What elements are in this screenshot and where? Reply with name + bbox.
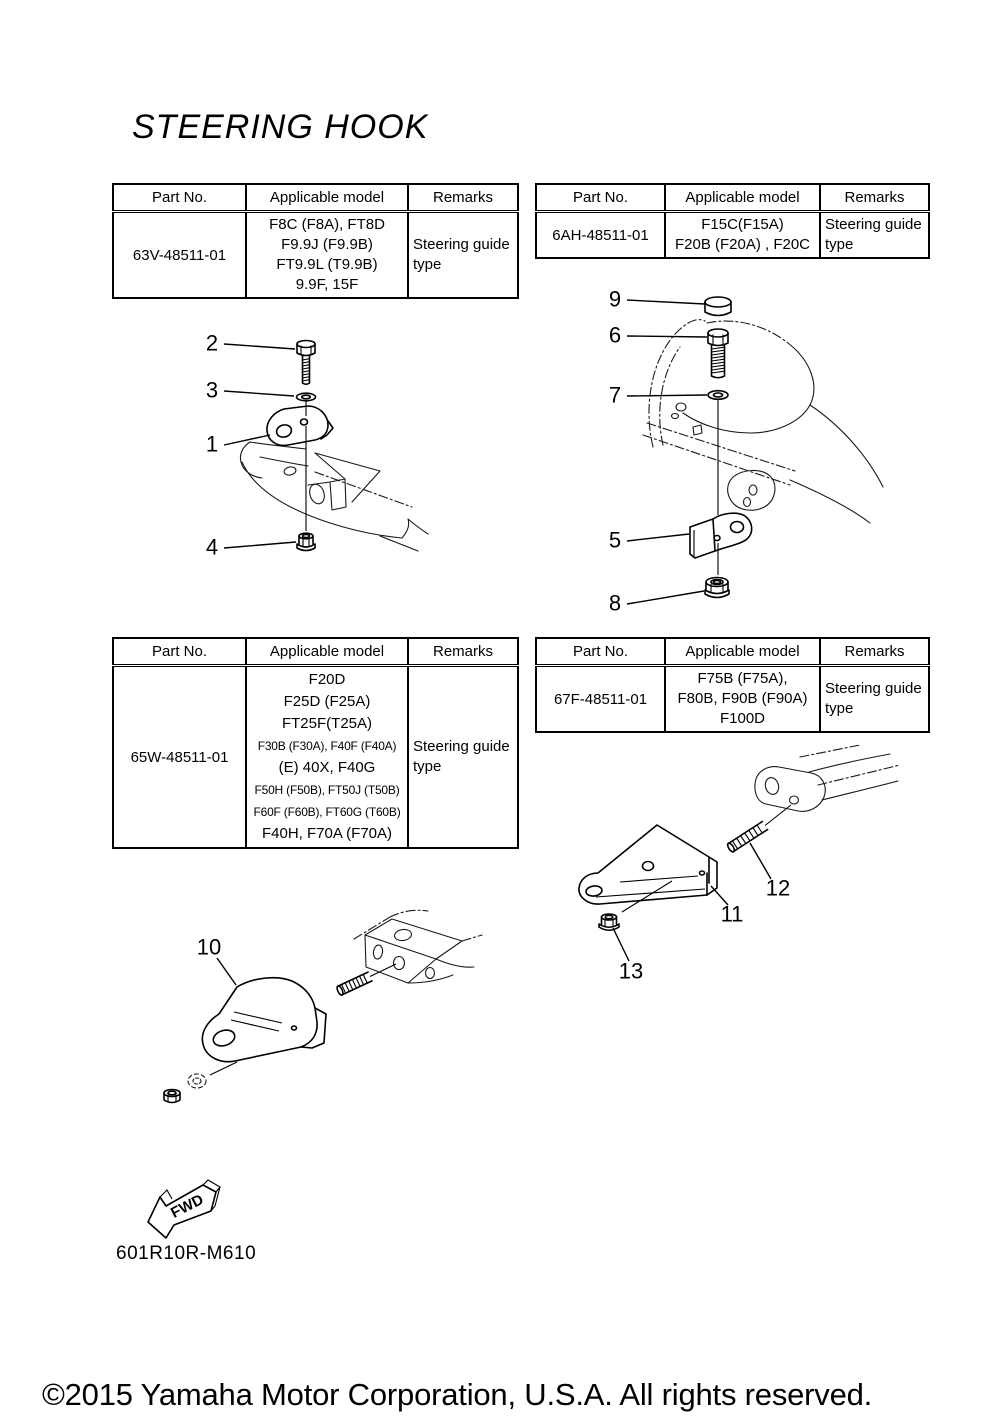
table-row	[536, 212, 929, 259]
remarks-header: Remarks	[820, 184, 929, 212]
remarks-header: Remarks	[408, 638, 518, 666]
callout-9: 9	[608, 286, 622, 312]
remarks-cell: Steering guide type	[408, 212, 518, 299]
copyright-footer: ©2015 Yamaha Motor Corporation, U.S.A. All rights reserved.	[42, 1377, 873, 1412]
part-nut	[297, 533, 315, 550]
part-nut	[164, 1090, 180, 1103]
part-washer	[708, 391, 728, 400]
exploded-diagram-63V	[180, 295, 480, 605]
steering-arm-sketch	[755, 745, 900, 811]
part-no-cell: 63V-48511-01	[113, 212, 246, 299]
part-steering-hook-plate	[690, 513, 752, 558]
table-row	[113, 212, 518, 299]
table-row	[113, 666, 518, 849]
callout-13: 13	[618, 958, 644, 984]
bracket-assembly-sketch	[643, 320, 883, 523]
part-nut	[705, 578, 729, 598]
stud-axis-line	[210, 1062, 237, 1075]
bracket-assembly-sketch	[240, 442, 428, 551]
applicable-model-header: Applicable model	[246, 184, 408, 212]
parts-table-63V	[112, 183, 519, 299]
applicable-model-header: Applicable model	[246, 638, 408, 666]
exploded-diagram-67F	[560, 745, 900, 995]
remarks-cell: Steering guide type	[820, 212, 929, 259]
parts-table-67F	[535, 637, 930, 733]
table-header-row	[536, 638, 929, 666]
page-title: STEERING HOOK	[132, 108, 429, 146]
remarks-header: Remarks	[820, 638, 929, 666]
applicable-model-cell: F20D F25D (F25A) FT25F(T25A) F30B (F30A), F40F (F40A) (E) 40X, F40G F50H (F50B), FT50J (T50B) F60F (F60B), FT60G (T60B) F40H, F70A (F70A)	[246, 666, 408, 849]
applicable-model-cell: F8C (F8A), FT8D F9.9J (F9.9B) FT9.9L (T9.9B) 9.9F, 15F	[246, 212, 408, 299]
parts-table-6AH	[535, 183, 930, 259]
applicable-model-header: Applicable model	[665, 638, 820, 666]
callout-10: 10	[196, 934, 222, 960]
part-washer	[297, 393, 316, 401]
callout-2: 2	[205, 330, 219, 356]
fwd-label: FWD	[168, 1191, 207, 1222]
callout-1: 1	[205, 431, 219, 457]
exploded-diagram-65W	[140, 895, 490, 1130]
part-steering-hook-bracket	[202, 978, 326, 1062]
part-no-cell: 6AH-48511-01	[536, 212, 665, 259]
remarks-header: Remarks	[408, 184, 518, 212]
stud-axis-line	[622, 881, 672, 912]
callout-11: 11	[720, 901, 744, 927]
applicable-model-cell: F15C(F15A) F20B (F20A) , F20C	[665, 212, 820, 259]
fwd-direction-icon	[138, 1178, 228, 1248]
part-no-header: Part No.	[113, 638, 246, 666]
callout-12: 12	[765, 875, 791, 901]
part-cap	[705, 297, 731, 316]
callout-4: 4	[205, 534, 219, 560]
part-bolt	[297, 341, 315, 385]
part-no-cell: 67F-48511-01	[536, 666, 665, 733]
callout-3: 3	[205, 377, 219, 403]
parts-table-65W	[112, 637, 519, 849]
applicable-model-cell: F75B (F75A), F80B, F90B (F90A) F100D	[665, 666, 820, 733]
leader-lines	[217, 958, 236, 985]
part-steering-hook-bracket	[579, 825, 717, 904]
remarks-cell: Steering guide type	[408, 666, 518, 849]
part-bolt	[708, 329, 728, 378]
callout-5: 5	[608, 527, 622, 553]
exploded-diagram-6AH	[595, 275, 915, 620]
remarks-cell: Steering guide type	[820, 666, 929, 733]
table-header-row	[536, 184, 929, 212]
table-header-row	[113, 184, 518, 212]
table-header-row	[113, 638, 518, 666]
applicable-model-header: Applicable model	[665, 184, 820, 212]
part-nut	[599, 914, 619, 930]
part-no-cell: 65W-48511-01	[113, 666, 246, 849]
callout-6: 6	[608, 322, 622, 348]
table-row	[536, 666, 929, 733]
callout-8: 8	[608, 590, 622, 616]
steering-arm-sketch	[354, 910, 482, 983]
part-threaded-stud	[336, 964, 396, 996]
part-no-header: Part No.	[113, 184, 246, 212]
part-no-header: Part No.	[536, 184, 665, 212]
part-threaded-stud	[726, 805, 791, 853]
part-washer	[188, 1074, 206, 1088]
part-no-header: Part No.	[536, 638, 665, 666]
callout-7: 7	[608, 382, 622, 408]
part-steering-hook-plate	[267, 406, 333, 445]
drawing-code: 601R10R-M610	[116, 1243, 257, 1264]
leader-lines	[613, 843, 771, 961]
